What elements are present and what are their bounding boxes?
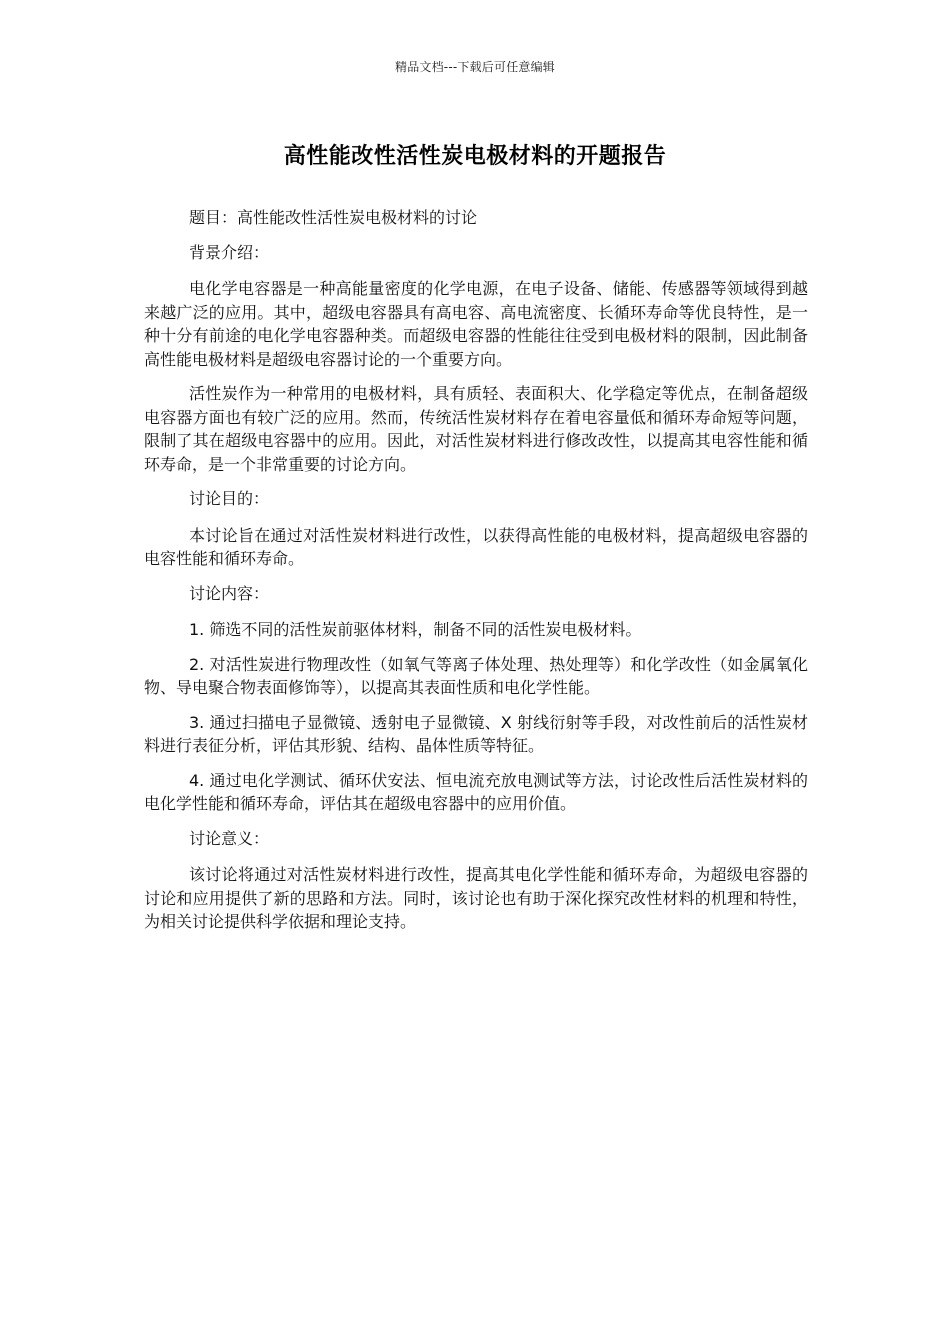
purpose-paragraph: 本讨论旨在通过对活性炭材料进行改性，以获得高性能的电极材料，提高超级电容器的电容性能和循环寿命。 — [144, 525, 808, 568]
document-body — [144, 206, 808, 945]
content-item-2: 2. 对活性炭进行物理改性（如氧气等离子体处理、热处理等）和化学改性（如金属氧化物、导电聚合物表面修饰等），以提高其表面性质和电化学性能。 — [144, 654, 808, 697]
significance-paragraph: 该讨论将通过对活性炭材料进行改性，提高其电化学性能和循环寿命，为超级电容器的讨论和应用提供了新的思路和方法。同时，该讨论也有助于深化探究改性材料的机理和特性，为相关讨论提供科学依据和理论支持。 — [144, 865, 808, 931]
background-paragraph-2: 活性炭作为一种常用的电极材料，具有质轻、表面积大、化学稳定等优点，在制备超级电容器方面也有较广泛的应用。然而，传统活性炭材料存在着电容量低和循环寿命短等问题，限制了其在超级电容器中的应用。因此，对活性炭材料进行修改改性，以提高其电容性能和循环寿命，是一个非常重要的讨论方向。 — [144, 384, 808, 474]
background-heading: 背景介绍： — [189, 242, 270, 262]
document-title: 高性能改性活性炭电极材料的开题报告 — [283, 144, 667, 169]
page-header-watermark: 精品文档---下载后可任意编辑 — [395, 60, 555, 74]
content-item-3: 3. 通过扫描电子显微镜、透射电子显微镜、X 射线衍射等手段，对改性前后的活性炭材料进行表征分析，评估其形貌、结构、晶体性质等特征。 — [144, 712, 808, 755]
topic-line: 题目：高性能改性活性炭电极材料的讨论 — [189, 208, 478, 227]
content-heading: 讨论内容： — [189, 583, 270, 603]
significance-heading: 讨论意义： — [189, 828, 270, 848]
content-item-4: 4. 通过电化学测试、循环伏安法、恒电流充放电测试等方法，讨论改性后活性炭材料的电化学性能和循环寿命，评估其在超级电容器中的应用价值。 — [144, 770, 808, 813]
purpose-heading: 讨论目的： — [189, 489, 270, 508]
content-item-1: 1. 筛选不同的活性炭前驱体材料，制备不同的活性炭电极材料。 — [189, 620, 642, 639]
background-paragraph-1: 电化学电容器是一种高能量密度的化学电源，在电子设备、储能、传感器等领域得到越来越广泛的应用。其中，超级电容器具有高电容、高电流密度、长循环寿命等优良特性，是一种十分有前途的电化学电容器种类。而超级电容器的性能往往受到电极材料的限制，因此制备高性能电极材料是超级电容器讨论的一个重要方向。 — [144, 279, 808, 369]
